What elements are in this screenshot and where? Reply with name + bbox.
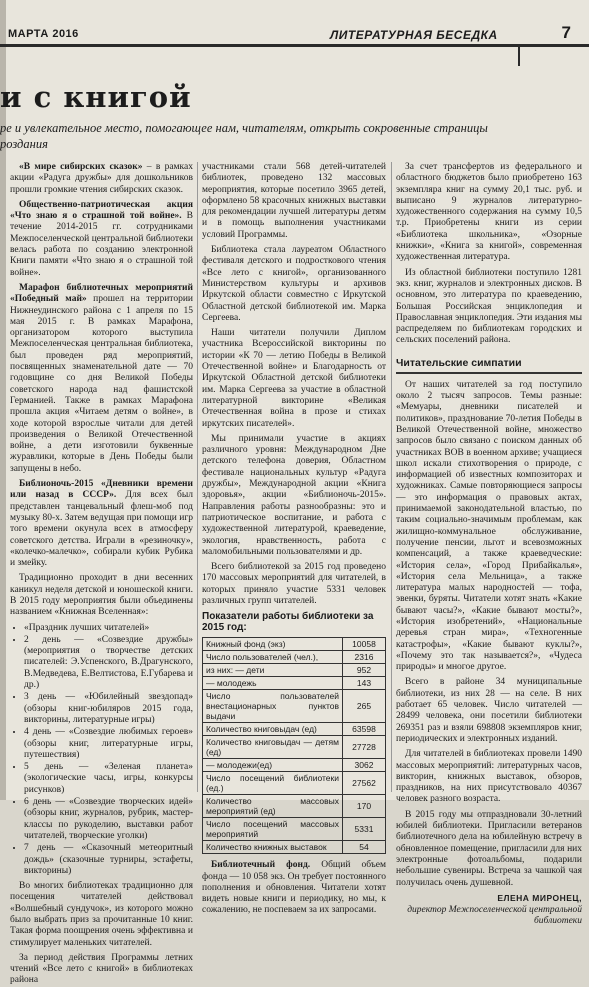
paragraph: Мы принимали участие в акциях различного уровня: Международном Дне детского телефона доверия, Областном фестивале национальных культур «Радуга дружбы», Международной акции «Книга здоровья», акции «Библионочь-2015». Направления работы разнообразны: это и патриотическое воспитание, и работа с художественной литературой, краеведение, экология, нравственность, работа с маломобильными пользователями и др. [202,433,386,557]
paragraph [202,860,386,916]
paragraph: Во многих библиотеках традиционно для посещения читателей действовал «Волшебный сундучок», из которого можно было выбрать приз за прочитанные 10 книг. Такая форма поощрения очень эффективна и стимулирует маленьких читателей. [10,881,193,948]
table-title: Показатели работы библиотеки за 2015 год: [202,611,374,634]
author-signature [396,893,582,928]
lead-in: Общественно-патриотическая акция «Что знаю я о страшной той войне». [10,199,193,222]
stats-table [202,637,386,854]
column-2 [202,162,386,916]
table-cell-label: из них: — дети [203,664,343,677]
author-name: ЕЛЕНА МИРОНЕЦ, [497,892,582,903]
page-number: 7 [561,23,571,42]
table-cell-label: Количество массовых мероприятий (ед) [203,795,343,818]
table-cell-value: 63598 [343,723,386,736]
paragraph-text: – в рамках акции «Радуга дружбы» для дошкольников прошли громкие чтения сибирских сказок. [10,162,193,195]
list-item: • 4 день — «Созвездие любимых героев» (обзоры книг, литературные игры, путешествия) [24,727,193,761]
table-cell-label: Книжный фонд (экз) [203,638,343,651]
column-rule [391,162,392,792]
table-cell-value: 5331 [343,818,386,841]
paragraph [10,479,193,569]
table-row [203,841,386,854]
paragraph: От наших читателей за год поступило около 2 тысяч запросов. Темы разные: «Мемуары, дневники писателей и политиков», празднование 70-летия Победы в Великой Отечественной войне, множество запросов было связано с поиском данных об участниках ВОВ в военном архиве; учащиеся школ искали стихотворения о природе, с информацией об известных композиторах и художниках. Самые повторяющиеся запросы — это информация о правовых актах, принимаемой законодательной властью, по таким социально-значимым проблемам, как жилищно-коммунальное обслуживание, получение пенсии, льгот и всевозможных компенсаций, а также краеведческие: «История села», «Город Прибайкалья», «История села Мельница», а также литература малых народностей — тофа, эвенки, буряты. Читатели хотят знать «Какие бывают часы?», «Какие бывают мосты?», «История изобретений», «Национальные деревья стран мира», «Техногенные катастрофы», «Какие бывают куклы?», «Почему это так называется?», «Чудеса природы» и многое другое. [396,379,582,673]
event-list [10,623,193,878]
paragraph: Всего библиотекой за 2015 год проведено 170 массовых мероприятий для читателей, в которых приняло участие 5331 человек различных групп читателей. [202,562,386,606]
issue-date: МАРТА 2016 [8,28,79,40]
list-item: • 6 день — «Созвездие творческих идей» (обзоры книг, журналов, рубрик, мастер-классы по рукоделию, выставки работ читателей, творческие уголки) [24,797,193,842]
section-heading: Читательские симпатии [396,357,582,374]
paragraph-text: В течение 2014-2015 гг. сотрудниками Межпоселенческой центральной библиотеки велась работа по созданию электронной Книги памяти «Что знаю я о страшной той войне». [10,211,193,278]
table-row [203,795,386,818]
table-row [203,690,386,723]
paragraph-text: Общий объем фонда — 10 058 экз. Он требует постоянного пополнения и обновления. Читатели хотят видеть новые книги и периодику, но мы, к сожалению, не поспеваем за их запросами. [202,860,386,916]
paragraph-text: Для всех был представлен танцевальный флеш-моб под музыку 80-х. Затем ведущая при помощи игр того времени окунула всех в атмосферу советского детства. Играли в «резиночку», «колечко-малечко», собирали кубик Рубика и змейку. [10,490,193,569]
header-rule [0,44,589,47]
table-cell-label: Количество книговыдач (ед) [203,723,343,736]
paragraph: Для читателей в библиотеках провели 1490 массовых мероприятий: литературных часов, викторин, книжных выставок, обзоров, праздников, на них присутствовало 40367 человек разного возраста. [396,749,582,805]
table-cell-value: 27562 [343,772,386,795]
table-cell-label: — молодежь [203,677,343,690]
column-3 [396,162,582,927]
paragraph: Традиционно проходит в дни весенних каникул неделя детской и юношеской книги. В 2015 году мероприятия были объединены названием «Книжная Вселенная»: [10,573,193,618]
list-item: • 5 день — «Зеленая планета» (экологические часы, игры, конкурсы рисунков) [24,762,193,796]
list-item: • 7 день — «Сказочный метеоритный дождь» (сказочные турниры, эстафеты, викторины) [24,843,193,877]
paragraph: Наши читатели получили Диплом участника Всероссийской викторины по истории «К 70 — летию Победы в Великой Отечественной войне» и Благодарность от Иркутской Областной детской библиотеки им. Марка Сергеева за участие в областной литературной викторине «Великая Отечественная война в прозе и стихах иркутских писателей». [202,328,386,429]
paragraph [10,200,193,279]
page-header [0,22,589,44]
paragraph [10,283,193,475]
table-cell-value: 54 [343,841,386,854]
column-rule [197,162,198,792]
table-cell-label: Число пользователей внестационарных пунктов выдачи [203,690,343,723]
table-cell-value: 143 [343,677,386,690]
lead-in: Библионочь-2015 «Дневники времени или назад в СССР». [10,479,193,501]
paragraph: Из областной библиотеки поступило 1281 экз. книг, журналов и электронных дисков. В основном, это литература по краеведению, Большая Российская энциклопедия и Православная энциклопедия. Эти издания мы распределяем по библиотекам городских и сельских поселений района. [396,267,582,346]
table-cell-value: 952 [343,664,386,677]
author-role: директор Межпоселенческой центральной библиотеки [407,905,582,927]
table-row [203,664,386,677]
table-cell-value: 170 [343,795,386,818]
paragraph: участниками стали 568 детей-читателей библиотек, проведено 132 массовых мероприятия, которые посетило 3965 детей, оформлено 58 красочных книжных выставки для рекомендации лучшей литературы детям и в помощь выполнения участниками условий Программы. [202,162,386,240]
table-cell-value: 27728 [343,736,386,759]
table-row [203,638,386,651]
table-cell-label: Количество книговыдач — детям (ед) [203,736,343,759]
paragraph: За счет трансфертов из федерального и областного бюджетов было приобретено 163 экземпляра книг на сумму 20,1 тыс. руб. и выписано 9 журналов литературно-художественного содержания на сумму 10,5 т.р. Приобретены книги из серии «Библиотека школьника», «Озорные книжки», «Книга за книгой», современная художественная литература. [396,162,582,263]
table-cell-value: 265 [343,690,386,723]
paragraph: В 2015 году мы отпраздновали 30-летний юбилей библиотеки. Пригласили ветеранов библиотечного дела на юбилейную встречу в обновленное помещение, пригласили для них электронные фотоальбомы, подарили небольшие сувениры. Встреча за чашкой чая получилась очень душевной. [396,809,582,888]
paragraph: Библиотека стала лауреатом Областного фестиваля детского и подросткового чтения «Все лето с книгой», организованного Министерством культуры и архивов Иркутской области совместно с Иркутской Областной детской библиотекой им. Марка Сергеева. [202,245,386,323]
table-row [203,723,386,736]
table-cell-value: 3062 [343,759,386,772]
list-item: • 2 день — «Созвездие дружбы» (мероприятия о творчестве детских писателей: Э.Успенского, В.Драгунского, В.Медведева, Е.Велтистова, Е.Губарева и др.) [24,635,193,691]
lead-in: «В мире сибирских сказок» [19,162,143,172]
table-cell-label: Число посещений библиотеки (ед.) [203,772,343,795]
lead-in: Библиотечный фонд. [211,860,311,871]
paragraph-text: прошел на территории Нижнеудинского района с 1 апреля по 15 мая 2015 г. В рамках Марафона, организатором которого выступила Межпоселенческая центральная библиотека, был проведен ряд мероприятий, посвященных знаменательной дате — 70 годовщине со дня Великой Победы советского народа над фашистской Германией. Также в рамках Марафона прошла акция «Читаем детям о войне», в ходе которой взрослые читали для детей произведения о Великой Отечественной войне, а дети изготовили буквенные журавлики, которые в День Победы были запущены в небо. [10,294,193,474]
article-headline: и с книгой [0,80,192,114]
paragraph: Всего в районе 34 муниципальные библиотеки, из них 28 — на селе. В них работает 65 человек. Число читателей — 28499 человека, они посетили библиотеки 269351 раз и взяли 698808 экземпляров книг, периодических и электронных изданий. [396,677,582,744]
article-lede: ре и увлекательное место, помогающее нам, читателям, открыть сокровенные страницы роздания [0,121,488,151]
list-item: • «Праздник лучших читателей» [24,623,193,634]
table-cell-label: Число пользователей (чел.), [203,651,343,664]
header-divider [518,44,520,66]
column-1 [10,162,193,986]
table-row [203,677,386,690]
table-cell-label: Количество книжных выставок [203,841,343,854]
table-cell-label: Число посещений массовых мероприятий [203,818,343,841]
table-cell-label: — молодежи(ед) [203,759,343,772]
table-row [203,651,386,664]
table-row [203,772,386,795]
paragraph [10,162,193,196]
section-title: ЛИТЕРАТУРНАЯ БЕСЕДКА [330,28,498,42]
paragraph: За период действия Программы летних чтений «Все лето с книгой» в библиотеках района [10,952,193,986]
table-row [203,736,386,759]
table-row [203,759,386,772]
table-cell-value: 10058 [343,638,386,651]
table-cell-value: 2316 [343,651,386,664]
lead-in: Марафон библиотечных мероприятий «Победный май» [10,282,193,305]
list-item: • 3 день — «Юбилейный звездопад» (обзоры книг-юбиляров 2015 года, викторины, литературные игры) [24,692,193,726]
table-row [203,818,386,841]
